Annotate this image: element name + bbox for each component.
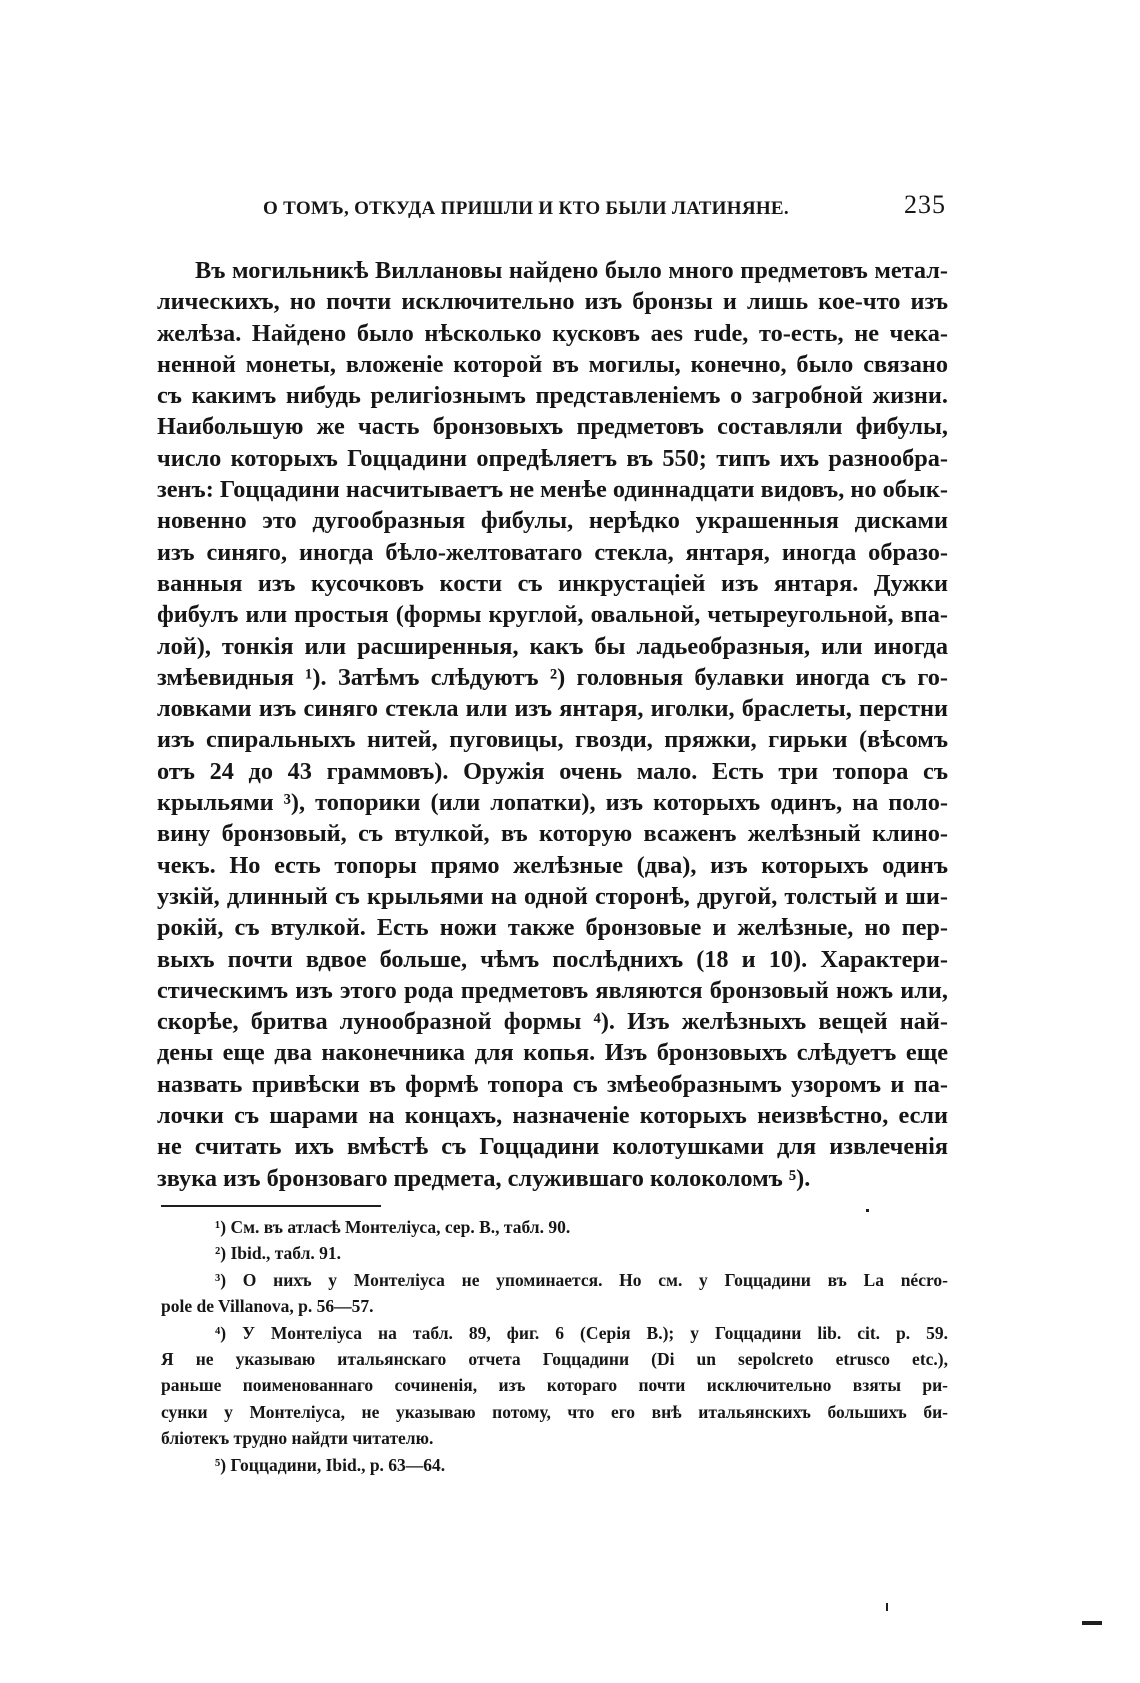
text-line: желѣза. Найдено было нѣсколько кусковъ aes rude, то-есть, не чека- (157, 319, 948, 347)
text-line: новенно это дугообразныя фибулы, нерѣдко украшенныя дисками (157, 507, 948, 535)
scan-speck (866, 1209, 869, 1212)
text-line: лочки съ шарами на концахъ, назначеніе которыхъ неизвѣстно, если (157, 1102, 948, 1130)
scan-edge-mark (1082, 1621, 1102, 1625)
footnote-line: ³) О нихъ у Монтеліуса не упоминается. Но см. у Гоццадини въ La nécro- (215, 1269, 948, 1290)
footnote-line: раньше поименованнаго сочиненія, изъ котораго почти исключительно взяты ри- (161, 1375, 948, 1396)
text-line: число которыхъ Гоццадини опредѣляетъ въ 550; типъ ихъ разнообра- (157, 444, 948, 472)
text-line: крыльями ³), топорики (или лопатки), изъ которыхъ одинъ, на поло- (157, 789, 948, 817)
text-line: узкій, длинный съ крыльями на одной сторонѣ, другой, толстый и ши- (157, 882, 948, 910)
text-line: чекъ. Но есть топоры прямо желѣзные (два), изъ которыхъ одинъ (157, 851, 948, 879)
text-line: рокій, съ втулкой. Есть ножи также бронзовые и желѣзные, но пер- (157, 914, 948, 942)
footnote-line: бліотекъ трудно найдти читателю. (161, 1428, 434, 1449)
footnote-line: ²) Ibid., табл. 91. (215, 1243, 342, 1264)
text-line: фибулъ или простыя (формы круглой, овальной, четыреугольной, впа- (157, 601, 948, 629)
text-line: ловками изъ синяго стекла или изъ янтаря, иголки, браслеты, перстни (157, 695, 948, 723)
text-line: отъ 24 до 43 граммовъ). Оружія очень мало. Есть три топора съ (157, 757, 948, 785)
text-line: лой), тонкія или расширенныя, какъ бы ладьеобразныя, или иногда (157, 632, 948, 660)
text-line: лическихъ, но почти исключительно изъ бронзы и лишь кое-что изъ (157, 288, 948, 316)
text-line: изъ спиральныхъ нитей, пуговицы, гвозди, пряжки, гирьки (вѣсомъ (157, 726, 948, 754)
text-line: Наибольшую же часть бронзовыхъ предметовъ составляли фибулы, (157, 413, 948, 441)
footnote-divider (161, 1205, 381, 1207)
footnote-line: ¹) См. въ атласѣ Монтеліуса, сер. B., табл. 90. (215, 1217, 571, 1237)
running-header (243, 190, 950, 230)
footnote-line: ⁵) Гоццадини, Ibid., p. 63—64. (215, 1454, 446, 1475)
text-line: изъ синяго, иногда бѣло-желтоватаго стекла, янтаря, иногда образо- (157, 538, 948, 566)
text-line: звука изъ бронзоваго предмета, служившаго колоколомъ ⁵). (157, 1164, 811, 1192)
footnote-line: ⁴) У Монтеліуса на табл. 89, фиг. 6 (Серія B.); у Гоццадини lib. cit. p. 59. (215, 1322, 948, 1343)
text-line: не считать ихъ вмѣстѣ съ Гоццадини колотушками для извлеченія (157, 1133, 948, 1161)
page-number: 235 (904, 190, 946, 219)
footnotes (161, 1214, 948, 1478)
main-text (157, 255, 948, 1194)
footnote-line: pole de Villanova, p. 56—57. (161, 1296, 374, 1317)
text-line: вину бронзовый, съ втулкой, въ которую всаженъ желѣзный клино- (157, 820, 948, 848)
text-line: зенъ: Гоццадини насчитываетъ не менѣе одиннадцати видовъ, но обык- (157, 476, 948, 504)
text-line: съ какимъ нибудь религіознымъ представленіемъ о загробной жизни. (157, 382, 948, 410)
text-line: ненной монеты, вложеніе которой въ могилы, конечно, было связано (157, 350, 948, 378)
text-line: стическимъ изъ этого рода предметовъ являются бронзовый ножъ или, (157, 976, 948, 1004)
text-line: Въ могильникѣ Виллановы найдено было много предметовъ метал- (195, 257, 948, 284)
text-line: змѣевидныя ¹). Затѣмъ слѣдуютъ ²) головныя булавки иногда съ го- (157, 663, 948, 691)
scan-speck (886, 1603, 888, 1611)
running-title: О ТОМЪ, ОТКУДА ПРИШЛИ И КТО БЫЛИ ЛАТИНЯНЕ. (263, 198, 789, 219)
text-line: ванныя изъ кусочковъ кости съ инкрустаціей изъ янтаря. Дужки (157, 569, 948, 597)
text-line: скорѣе, бритва лунообразной формы ⁴). Изъ желѣзныхъ вещей най- (157, 1008, 948, 1036)
text-line: дены еще два наконечника для копья. Изъ бронзовыхъ слѣдуетъ еще (157, 1039, 948, 1067)
footnote-line: Я не указываю итальянскаго отчета Гоццадини (Di un sepolcreto etrusco etc.), (161, 1348, 948, 1369)
text-line: выхъ почти вдвое больше, чѣмъ послѣднихъ (18 и 10). Характери- (157, 945, 948, 973)
text-line: назвать привѣски въ формѣ топора съ змѣеобразнымъ узоромъ и па- (157, 1070, 948, 1098)
footnote-line: сунки у Монтеліуса, не указываю потому, что его внѣ итальянскихъ большихъ би- (161, 1401, 948, 1422)
